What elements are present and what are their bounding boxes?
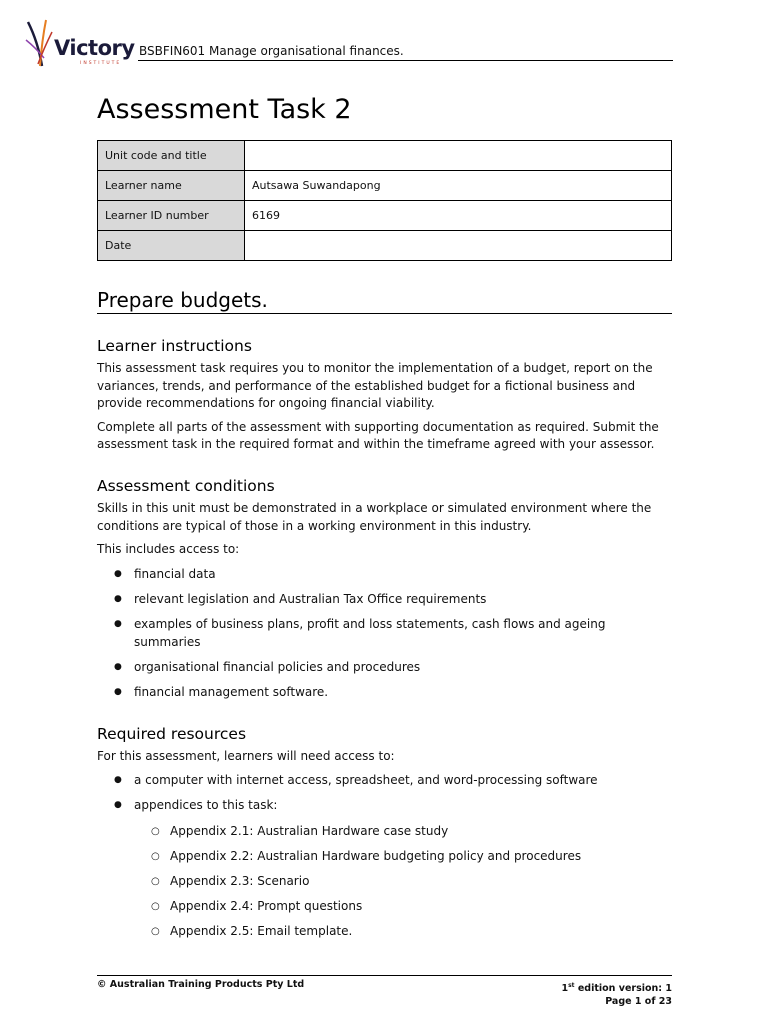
page-number: Page 1 of 23 [605, 996, 672, 1008]
victory-logo [24, 18, 136, 70]
list-item: ● examples of business plans, profit and loss statements, cash flows and ageing summaries [97, 616, 672, 651]
table-value [245, 231, 672, 261]
learner-info-table [97, 140, 672, 261]
list-item: ● appendices to this task: [97, 797, 672, 815]
edition-version: edition version: 1 [574, 983, 672, 995]
section-rule [97, 313, 672, 314]
resources-list [97, 772, 672, 815]
table-label: Unit code and title [98, 141, 245, 171]
list-item: ● organisational financial policies and procedures [97, 659, 672, 677]
paragraph: This assessment task requires you to monitor the implementation of a budget, report on the variances, trends, and performance of the established budget for a fictional business and provide recommendations for ongoing financial viability. [97, 361, 653, 411]
table-label: Learner name [98, 171, 245, 201]
edition-line [561, 979, 672, 995]
edition-number: 1 [561, 983, 569, 995]
conditions-list [97, 566, 672, 702]
list-item: ○ Appendix 2.5: Email template. [97, 923, 672, 941]
footer-rule [97, 975, 672, 976]
footer-edition-info [561, 979, 672, 1008]
paragraph: Complete all parts of the assessment with supporting documentation as required. Submit the assessment task in the required format and within the timeframe agreed with your assessor. [97, 419, 659, 452]
table-row [98, 171, 672, 201]
list-item: ○ Appendix 2.2: Australian Hardware budgeting policy and procedures [97, 848, 672, 866]
document-body [97, 336, 672, 941]
list-item: ● relevant legislation and Australian Tax Office requirements [97, 591, 672, 609]
section-title: Prepare budgets. [97, 288, 268, 312]
table-value: 6169 [245, 201, 672, 231]
paragraph: For this assessment, learners will need access to: [97, 748, 395, 763]
paragraph: This includes access to: [97, 542, 240, 557]
logo-wordmark: Victory [54, 36, 135, 60]
list-item: ● a computer with internet access, spreadsheet, and word-processing software [97, 772, 672, 790]
list-item: ● financial management software. [97, 684, 672, 702]
appendices-list [97, 823, 672, 941]
paragraph: Skills in this unit must be demonstrated in a workplace or simulated environment where the conditions are typical of those in a working environment in this industry. [97, 500, 652, 533]
table-value [245, 141, 672, 171]
footer-copyright: © Australian Training Products Pty Ltd [97, 979, 305, 990]
table-row [98, 141, 672, 171]
document-header-title: BSBFIN601 Manage organisational finances. [139, 44, 404, 58]
list-item: ○ Appendix 2.3: Scenario [97, 873, 672, 891]
logo-subtext: INSTITUTE [80, 61, 122, 66]
assessment-conditions-heading: Assessment conditions [97, 476, 275, 495]
table-row [98, 231, 672, 261]
table-label: Learner ID number [98, 201, 245, 231]
table-row [98, 201, 672, 231]
list-item: ○ Appendix 2.1: Australian Hardware case study [97, 823, 672, 841]
table-label: Date [98, 231, 245, 261]
list-item: ○ Appendix 2.4: Prompt questions [97, 898, 672, 916]
learner-instructions-heading: Learner instructions [97, 337, 252, 355]
table-value: Autsawa Suwandapong [245, 171, 672, 201]
page-title: Assessment Task 2 [97, 94, 352, 125]
header-rule [138, 60, 673, 61]
list-item: ● financial data [97, 566, 672, 584]
edition-ordinal: st [568, 982, 575, 989]
required-resources-heading: Required resources [97, 724, 247, 743]
